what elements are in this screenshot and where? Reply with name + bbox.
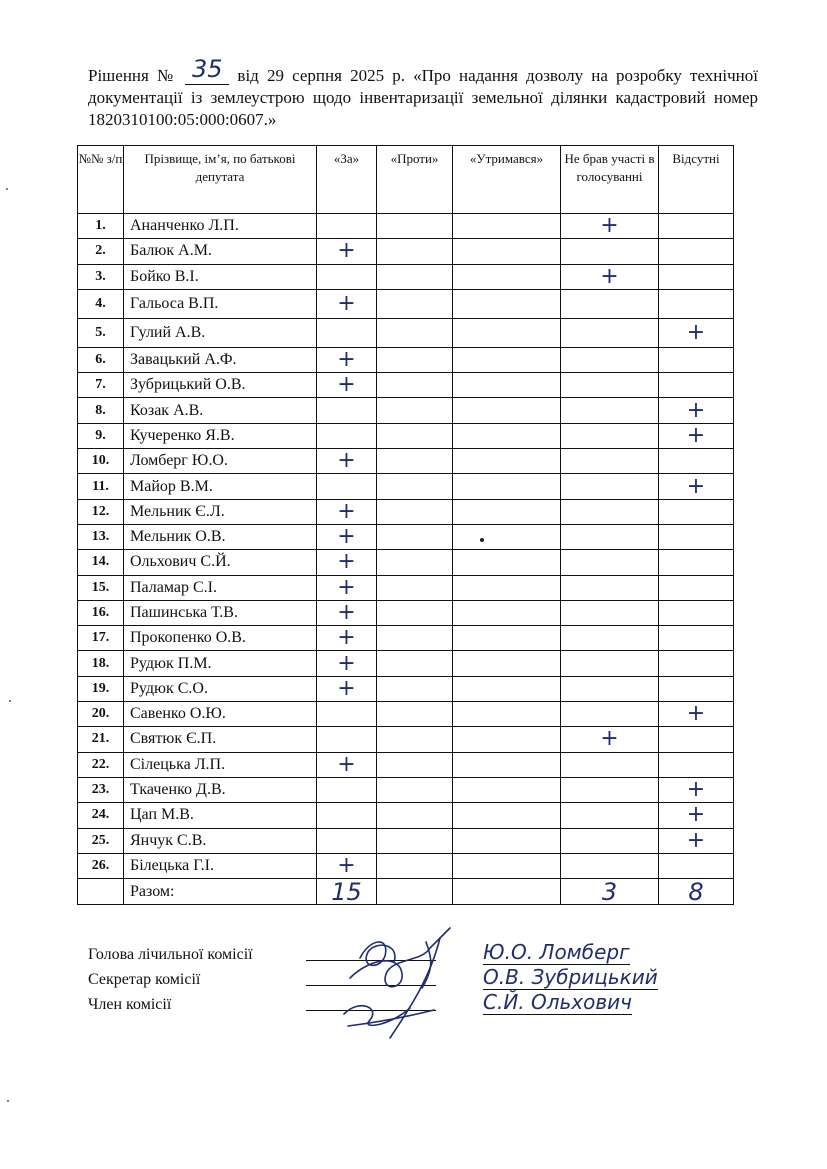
vote-cell bbox=[377, 347, 453, 372]
decision-title bbox=[88, 55, 759, 131]
vote-mark: + bbox=[317, 524, 377, 549]
vote-cell bbox=[453, 702, 561, 727]
vote-mark: + bbox=[317, 575, 377, 600]
vote-mark: + bbox=[317, 449, 377, 474]
deputy-name: Балюк А.М. bbox=[124, 239, 317, 264]
row-number: 7. bbox=[78, 373, 124, 398]
table-row bbox=[78, 423, 734, 448]
vote-cell bbox=[453, 853, 561, 878]
deputy-name: Янчук С.В. bbox=[124, 828, 317, 853]
vote-cell bbox=[659, 289, 734, 318]
row-number: 23. bbox=[78, 777, 124, 802]
row-number: 16. bbox=[78, 600, 124, 625]
table-row bbox=[78, 550, 734, 575]
vote-cell bbox=[561, 347, 659, 372]
row-number: 1. bbox=[78, 214, 124, 239]
vote-cell bbox=[453, 239, 561, 264]
vote-cell bbox=[453, 752, 561, 777]
vote-cell bbox=[561, 803, 659, 828]
vote-cell bbox=[453, 474, 561, 499]
deputy-name: Мельник Є.Л. bbox=[124, 499, 317, 524]
deputy-name: Білецька Г.І. bbox=[124, 853, 317, 878]
vote-cell bbox=[317, 318, 377, 347]
row-number: 17. bbox=[78, 626, 124, 651]
vote-cell bbox=[377, 853, 453, 878]
vote-cell bbox=[377, 449, 453, 474]
vote-cell bbox=[453, 651, 561, 676]
vote-cell bbox=[561, 398, 659, 423]
vote-cell bbox=[561, 474, 659, 499]
vote-cell bbox=[377, 575, 453, 600]
vote-cell bbox=[377, 777, 453, 802]
vote-cell bbox=[317, 423, 377, 448]
vote-cell bbox=[561, 239, 659, 264]
stray-dot bbox=[480, 538, 484, 542]
row-number: 13. bbox=[78, 524, 124, 549]
vote-cell bbox=[317, 803, 377, 828]
vote-cell bbox=[561, 318, 659, 347]
total-against bbox=[377, 879, 453, 905]
table-row bbox=[78, 214, 734, 239]
scan-speck bbox=[9, 700, 11, 702]
total-label: Разом: bbox=[124, 879, 317, 905]
vote-cell bbox=[453, 398, 561, 423]
vote-cell bbox=[659, 347, 734, 372]
table-row bbox=[78, 702, 734, 727]
total-not-participated: 3 bbox=[561, 879, 659, 905]
row-number: 5. bbox=[78, 318, 124, 347]
deputy-name: Святюк Є.П. bbox=[124, 727, 317, 752]
vote-cell bbox=[377, 828, 453, 853]
table-row bbox=[78, 239, 734, 264]
row-number: 8. bbox=[78, 398, 124, 423]
row-number: 22. bbox=[78, 752, 124, 777]
vote-cell bbox=[561, 550, 659, 575]
vote-cell bbox=[453, 264, 561, 289]
vote-cell bbox=[659, 449, 734, 474]
vote-cell bbox=[377, 600, 453, 625]
vote-mark: + bbox=[317, 347, 377, 372]
vote-mark: + bbox=[659, 423, 734, 448]
vote-cell bbox=[659, 752, 734, 777]
vote-cell bbox=[561, 289, 659, 318]
vote-cell bbox=[561, 626, 659, 651]
vote-cell bbox=[317, 777, 377, 802]
vote-mark: + bbox=[317, 373, 377, 398]
vote-cell bbox=[453, 803, 561, 828]
col-not-participated: Не брав участі в голосуванні bbox=[561, 146, 659, 214]
table-row bbox=[78, 373, 734, 398]
deputy-name: Рудюк С.О. bbox=[124, 676, 317, 701]
vote-cell bbox=[377, 398, 453, 423]
row-number: 15. bbox=[78, 575, 124, 600]
deputy-name: Гулий А.В. bbox=[124, 318, 317, 347]
deputy-name: Пашинська Т.В. bbox=[124, 600, 317, 625]
vote-cell bbox=[453, 318, 561, 347]
table-row bbox=[78, 676, 734, 701]
table-row bbox=[78, 499, 734, 524]
vote-mark: + bbox=[659, 318, 734, 347]
vote-cell bbox=[659, 853, 734, 878]
vote-cell bbox=[561, 828, 659, 853]
table-row bbox=[78, 600, 734, 625]
handwritten-signatures bbox=[330, 918, 470, 1058]
vote-cell bbox=[659, 264, 734, 289]
vote-cell bbox=[659, 651, 734, 676]
table-row bbox=[78, 575, 734, 600]
deputy-name: Ольхович С.Й. bbox=[124, 550, 317, 575]
vote-cell bbox=[317, 214, 377, 239]
vote-cell bbox=[377, 264, 453, 289]
deputy-name: Гальоса В.П. bbox=[124, 289, 317, 318]
vote-cell bbox=[561, 524, 659, 549]
vote-cell bbox=[377, 423, 453, 448]
decision-label: Рішення № bbox=[88, 66, 178, 85]
row-number: 20. bbox=[78, 702, 124, 727]
row-number: 6. bbox=[78, 347, 124, 372]
vote-cell bbox=[659, 214, 734, 239]
table-row bbox=[78, 398, 734, 423]
vote-cell bbox=[659, 727, 734, 752]
vote-cell bbox=[317, 727, 377, 752]
vote-mark: + bbox=[659, 803, 734, 828]
vote-cell bbox=[561, 449, 659, 474]
signature-name: Ю.О. Ломберг bbox=[483, 940, 630, 964]
row-number: 14. bbox=[78, 550, 124, 575]
table-row bbox=[78, 347, 734, 372]
vote-cell bbox=[561, 651, 659, 676]
table-row bbox=[78, 524, 734, 549]
vote-cell bbox=[453, 289, 561, 318]
vote-cell bbox=[377, 626, 453, 651]
vote-cell bbox=[453, 524, 561, 549]
vote-cell bbox=[659, 626, 734, 651]
vote-mark: + bbox=[317, 676, 377, 701]
vote-cell bbox=[561, 777, 659, 802]
voting-table bbox=[77, 145, 734, 905]
row-number: 10. bbox=[78, 449, 124, 474]
vote-cell bbox=[561, 600, 659, 625]
vote-cell bbox=[317, 474, 377, 499]
vote-cell bbox=[561, 702, 659, 727]
table-row bbox=[78, 651, 734, 676]
signature-name: О.В. Зубрицький bbox=[483, 965, 658, 989]
vote-mark: + bbox=[317, 499, 377, 524]
deputy-name: Ломберг Ю.О. bbox=[124, 449, 317, 474]
vote-cell bbox=[317, 398, 377, 423]
vote-cell bbox=[453, 777, 561, 802]
vote-cell bbox=[453, 423, 561, 448]
vote-cell bbox=[561, 423, 659, 448]
vote-cell bbox=[377, 499, 453, 524]
vote-cell bbox=[453, 347, 561, 372]
table-row bbox=[78, 803, 734, 828]
vote-cell bbox=[317, 264, 377, 289]
decision-number: 35 bbox=[185, 62, 229, 87]
table-row bbox=[78, 289, 734, 318]
table-row bbox=[78, 752, 734, 777]
col-absent: Відсутні bbox=[659, 146, 734, 214]
vote-cell bbox=[561, 575, 659, 600]
table-row bbox=[78, 828, 734, 853]
vote-cell bbox=[377, 318, 453, 347]
col-number: №№ з/п bbox=[78, 146, 124, 214]
vote-cell bbox=[453, 676, 561, 701]
deputy-name: Рудюк П.М. bbox=[124, 651, 317, 676]
col-abstained: «Утримався» bbox=[453, 146, 561, 214]
col-against: «Проти» bbox=[377, 146, 453, 214]
table-row bbox=[78, 777, 734, 802]
vote-cell bbox=[453, 499, 561, 524]
vote-cell bbox=[317, 828, 377, 853]
deputy-name: Козак А.В. bbox=[124, 398, 317, 423]
vote-cell bbox=[453, 727, 561, 752]
vote-cell bbox=[659, 676, 734, 701]
row-number: 24. bbox=[78, 803, 124, 828]
vote-cell bbox=[377, 524, 453, 549]
vote-cell bbox=[453, 449, 561, 474]
vote-mark: + bbox=[317, 752, 377, 777]
deputy-name: Прокопенко О.В. bbox=[124, 626, 317, 651]
vote-cell bbox=[453, 214, 561, 239]
vote-mark: + bbox=[317, 550, 377, 575]
row-number: 25. bbox=[78, 828, 124, 853]
vote-cell bbox=[453, 828, 561, 853]
table-row bbox=[78, 853, 734, 878]
vote-mark: + bbox=[659, 474, 734, 499]
vote-cell bbox=[377, 651, 453, 676]
deputy-name: Ананченко Л.П. bbox=[124, 214, 317, 239]
deputy-name: Сілецька Л.П. bbox=[124, 752, 317, 777]
vote-cell bbox=[377, 474, 453, 499]
deputy-name: Ткаченко Д.В. bbox=[124, 777, 317, 802]
row-number: 26. bbox=[78, 853, 124, 878]
vote-cell bbox=[377, 803, 453, 828]
vote-mark: + bbox=[317, 600, 377, 625]
total-absent: 8 bbox=[659, 879, 734, 905]
vote-cell bbox=[377, 752, 453, 777]
deputy-name: Мельник О.В. bbox=[124, 524, 317, 549]
vote-mark: + bbox=[659, 828, 734, 853]
vote-cell bbox=[377, 214, 453, 239]
vote-cell bbox=[377, 289, 453, 318]
vote-cell bbox=[659, 499, 734, 524]
row-number: 11. bbox=[78, 474, 124, 499]
table-row bbox=[78, 449, 734, 474]
deputy-name: Зубрицький О.В. bbox=[124, 373, 317, 398]
total-row bbox=[78, 879, 734, 905]
deputy-name: Майор В.М. bbox=[124, 474, 317, 499]
vote-cell bbox=[659, 600, 734, 625]
deputy-name: Бойко В.І. bbox=[124, 264, 317, 289]
vote-cell bbox=[561, 499, 659, 524]
vote-cell bbox=[377, 676, 453, 701]
deputy-name: Савенко О.Ю. bbox=[124, 702, 317, 727]
vote-mark: + bbox=[317, 239, 377, 264]
vote-cell bbox=[317, 702, 377, 727]
vote-cell bbox=[453, 600, 561, 625]
vote-mark: + bbox=[317, 626, 377, 651]
vote-cell bbox=[659, 239, 734, 264]
row-number: 19. bbox=[78, 676, 124, 701]
vote-cell bbox=[561, 676, 659, 701]
vote-cell bbox=[453, 626, 561, 651]
vote-mark: + bbox=[317, 289, 377, 318]
signature-role: Член комісії bbox=[88, 996, 172, 1013]
deputy-name: Паламар С.І. bbox=[124, 575, 317, 600]
signature-role: Секретар комісії bbox=[88, 971, 201, 988]
vote-cell bbox=[659, 524, 734, 549]
row-number: 2. bbox=[78, 239, 124, 264]
vote-cell bbox=[377, 550, 453, 575]
vote-mark: + bbox=[317, 651, 377, 676]
signature-name: С.Й. Ольхович bbox=[483, 990, 632, 1014]
total-for: 15 bbox=[317, 879, 377, 905]
vote-cell bbox=[377, 239, 453, 264]
vote-cell bbox=[453, 575, 561, 600]
col-for: «За» bbox=[317, 146, 377, 214]
decision-text: від 29 серпня 2025 р. «Про надання дозволу на розробку технічної документації із землеустрою щодо інвентаризації земельної ділянки кадастровий номер 1820310100:05:000:0607.» bbox=[88, 66, 759, 129]
vote-cell bbox=[453, 550, 561, 575]
table-row bbox=[78, 626, 734, 651]
row-number: 12. bbox=[78, 499, 124, 524]
vote-cell bbox=[561, 373, 659, 398]
vote-cell bbox=[453, 373, 561, 398]
row-number: 9. bbox=[78, 423, 124, 448]
vote-mark: + bbox=[317, 853, 377, 878]
table-row bbox=[78, 318, 734, 347]
signature-role: Голова лічильної комісії bbox=[88, 946, 253, 963]
vote-cell bbox=[377, 727, 453, 752]
vote-mark: + bbox=[659, 398, 734, 423]
table-row bbox=[78, 727, 734, 752]
table-row bbox=[78, 264, 734, 289]
vote-mark: + bbox=[561, 727, 659, 752]
vote-cell bbox=[561, 853, 659, 878]
scan-speck bbox=[7, 1100, 9, 1102]
vote-cell bbox=[659, 550, 734, 575]
vote-mark: + bbox=[659, 777, 734, 802]
vote-mark: + bbox=[659, 702, 734, 727]
row-number: 21. bbox=[78, 727, 124, 752]
col-name: Прізвище, ім’я, по батькові депутата bbox=[124, 146, 317, 214]
row-number: 3. bbox=[78, 264, 124, 289]
table-row bbox=[78, 474, 734, 499]
vote-cell bbox=[377, 373, 453, 398]
vote-cell bbox=[659, 373, 734, 398]
vote-cell bbox=[561, 752, 659, 777]
deputy-name: Цап М.В. bbox=[124, 803, 317, 828]
vote-mark: + bbox=[561, 264, 659, 289]
table-header-row bbox=[78, 146, 734, 214]
vote-mark: + bbox=[561, 214, 659, 239]
vote-cell bbox=[659, 575, 734, 600]
deputy-name: Завацький А.Ф. bbox=[124, 347, 317, 372]
scan-speck bbox=[6, 188, 8, 190]
row-number: 18. bbox=[78, 651, 124, 676]
row-number: 4. bbox=[78, 289, 124, 318]
total-abstained bbox=[453, 879, 561, 905]
vote-cell bbox=[377, 702, 453, 727]
deputy-name: Кучеренко Я.В. bbox=[124, 423, 317, 448]
